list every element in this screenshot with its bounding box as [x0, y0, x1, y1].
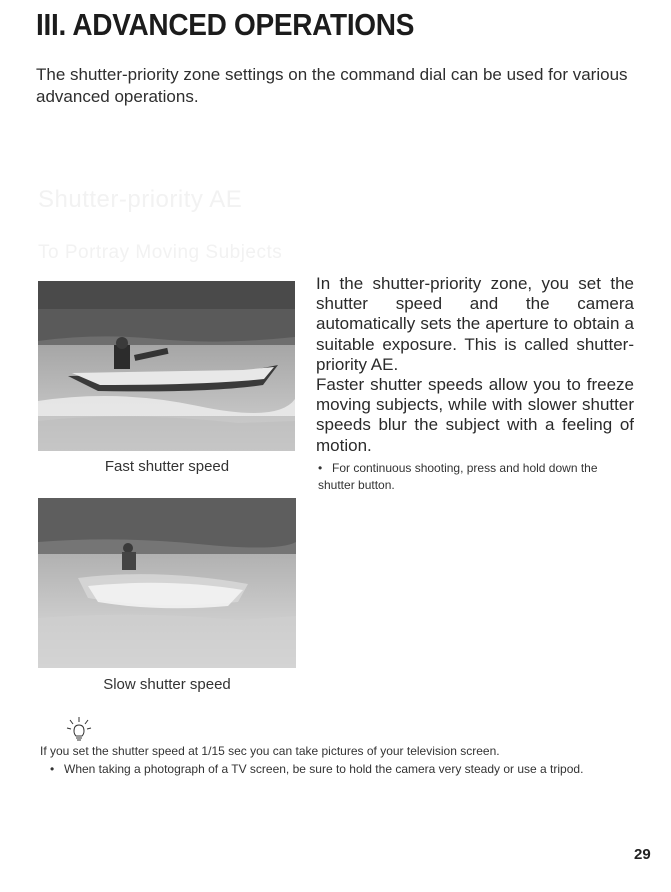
fast-shutter-photo	[38, 281, 295, 451]
body-text	[316, 274, 634, 456]
body-bullet-text: For continuous shooting, press and hold down the shutter button.	[318, 461, 598, 492]
page-title: III. ADVANCED OPERATIONS	[36, 8, 415, 42]
slow-shutter-photo	[38, 498, 296, 668]
intro-paragraph: The shutter-priority zone settings on the command dial can be used for various advanced operations.	[36, 65, 628, 106]
tip-text: If you set the shutter speed at 1/15 sec you can take pictures of your television screen.	[40, 744, 500, 758]
slow-shutter-caption: Slow shutter speed	[103, 676, 231, 693]
body-bullet	[318, 460, 636, 494]
section-heading: Shutter-priority AE	[38, 186, 243, 213]
body-paragraph-2: Faster shutter speeds allow you to freeze moving subjects, while with slower shutter speeds blur the subject with a feeling of motion.	[316, 375, 634, 455]
body-paragraph-1: In the shutter-priority zone, you set the shutter speed and the camera automatically sets the aperture to obtain a suitable exposure. This is called shutter-priority AE.	[316, 274, 634, 374]
lightbulb-icon	[64, 716, 94, 746]
bullet-dot: •	[50, 762, 55, 776]
fast-shutter-caption: Fast shutter speed	[104, 458, 230, 475]
bullet-dot: •	[318, 461, 323, 475]
tip-bullet-text: When taking a photograph of a TV screen, be sure to hold the camera very steady or use a tripod.	[64, 762, 584, 776]
page-number: 29	[634, 846, 651, 863]
section-subheading: To Portray Moving Subjects	[38, 242, 283, 263]
tip-bullet	[50, 761, 640, 778]
